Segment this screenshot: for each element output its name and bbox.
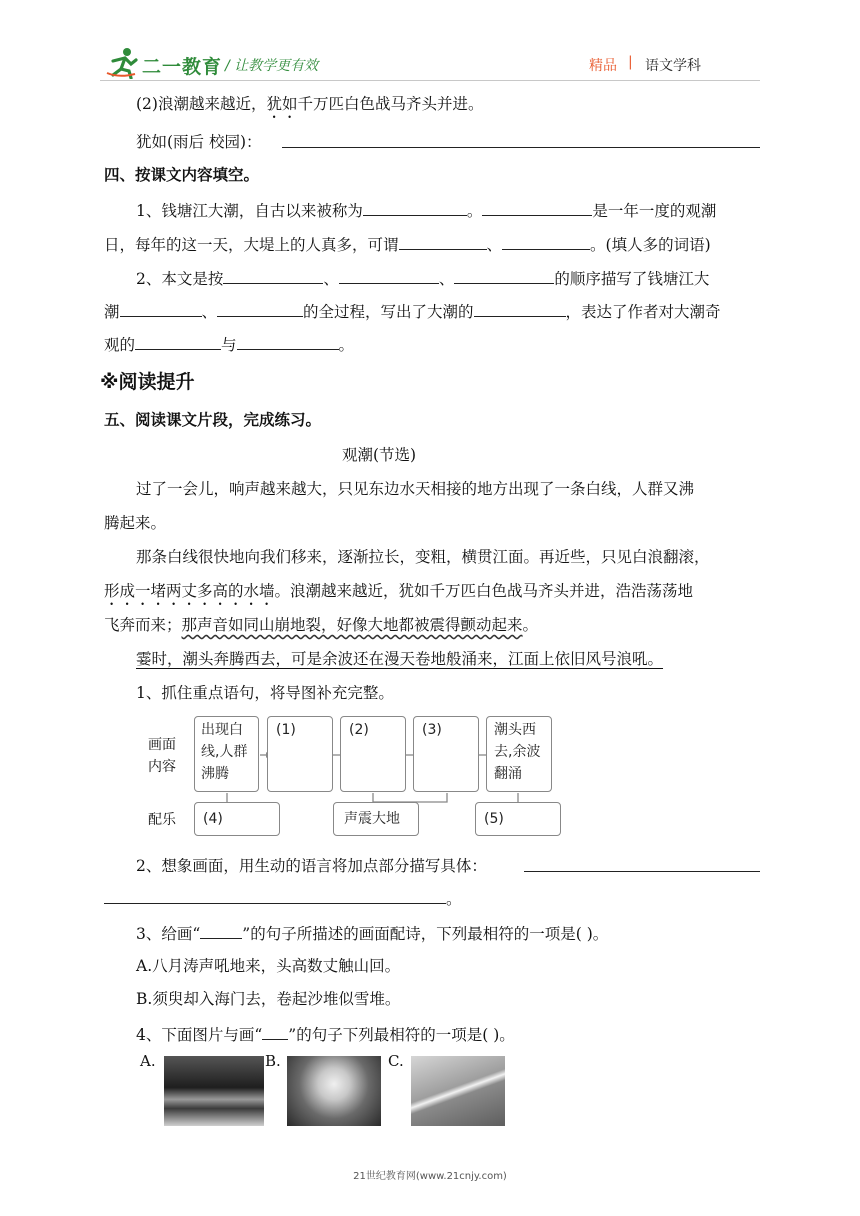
diagram-box-8-label: (5) [484,811,504,827]
q3-text-b: ”的句子所描述的画面配诗，下列最相符的一项是( )。 [242,925,609,943]
q3-line [136,921,608,945]
s4-q2-text-j: 与 [221,336,237,354]
quality-badge: 精品 [589,58,617,74]
diagram-box-5-l2: 去,余波 [494,744,541,760]
s4-q2-text-e: 潮 [104,303,120,321]
q1-text: 1、抓住重点语句，将导图补充完整。 [136,684,394,702]
diagram-box-7-label: 声震大地 [344,811,400,827]
diagram-box-5 [486,716,552,792]
s4-q2-text-g: 的全过程，写出了大潮的 [303,303,474,321]
q4-line [136,1022,515,1046]
diagram-box-1 [194,716,259,792]
reading-title-text: ※阅读提升 [100,371,195,393]
passage-p1-l2: 腾起来。 [104,514,167,532]
q2-answer-blank-2[interactable] [104,903,446,904]
s4-q2-text-d: 的顺序描写了钱塘江大 [554,270,710,288]
q4-mark-blank [262,1022,288,1040]
diagram-box-4-label: (3) [422,722,442,738]
diagram-box-1-l1: 出现白 [201,722,243,738]
image-a-storm-sky[interactable] [164,1056,264,1126]
q3-option-b[interactable]: B.须臾却入海门去，卷起沙堆似雪堆。 [136,990,401,1008]
diagram-box-6-label: (4) [203,811,223,827]
passage-p2-l3-a: 飞奔而来； [104,616,182,634]
diagram-label-content-b: 内容 [148,759,176,775]
logo-text: 二一教育 [142,56,223,78]
q3-option-a[interactable]: A.八月涛声吼地来，头高数丈触山回。 [136,957,401,975]
q4-text-a: 4、下面图片与画“ [136,1026,263,1044]
section4-heading: 四、按课文内容填空。 [104,166,260,184]
q2-text: 2、想象画面，用生动的语言将加点部分描写具体： [136,857,487,875]
subject-label: 语文学科 [645,58,701,74]
diagram-box-4[interactable] [413,716,479,792]
s4-q1-text-f: 。(填人多的词语) [590,236,711,254]
passage-dotted-phrase: 形成一堵两丈多高的水墙 [104,582,275,600]
diagram-box-2[interactable] [267,716,333,792]
passage-p2-l2-rest: 。浪潮越来越近，犹如千万匹白色战马齐头并进，浩浩荡荡地 [274,582,694,600]
image-label-c[interactable]: C. [388,1052,404,1070]
header-divider: | [628,54,633,70]
footer-text: 21世纪教育网(www.21cnjy.com) [353,1171,507,1182]
s4-q2-text-i: 观的 [104,336,136,354]
passage-underlined-sentence: 霎时，潮头奔腾西去，可是余波还在漫天卷地般涌来，江面上依旧风号浪吼。 [136,650,664,668]
diagram-box-1-l3: 沸腾 [201,766,229,782]
reading-heading: 五、阅读课文片段，完成练习。 [104,411,322,429]
diagram-label-music: 配乐 [148,812,176,828]
passage-wavy-sentence: 那声音如同山崩地裂，好像大地都被震得颤动起来 [181,616,523,634]
item2-dotted-word: 犹如 [266,95,298,113]
item2-num: (2) [136,95,158,113]
s4-q1-text-a: 1、钱塘江大潮，自古以来被称为 [136,202,363,220]
item2-text-a: 浪潮越来越近， [157,95,267,113]
slogan: / 让教学更有效 [225,58,319,74]
diagram-box-5-l1: 潮头西 [494,722,536,738]
s4-q1-text-b: 。 [466,202,483,220]
s4-q2-text-b: 、 [323,270,339,288]
q3-text-a: 3、给画“ [136,925,201,943]
s4-q1-text-c: 是一年一度的观潮 [592,202,717,220]
passage-p2-l1: 那条白线很快地向我们移来，逐渐拉长，变粗，横贯江面。再近些，只见白浪翻滚， [136,548,710,566]
diagram-label-content-a: 画面 [148,737,176,753]
q4-text-b: ”的句子下列最相符的一项是( )。 [288,1026,515,1044]
q3-mark-blank [200,921,242,939]
s4-q2-text-h: ，表达了作者对大潮奇 [565,303,721,321]
youru-prompt: 犹如(雨后 校园)： [136,133,262,151]
passage-p2-l3-b: 。 [522,616,539,634]
diagram-box-1-l2: 线,人群 [201,744,248,760]
diagram-box-6[interactable] [194,802,280,836]
s4-q2-text-a: 2、本文是按 [136,270,224,288]
item2-text-b: 千万匹白色战马齐头并进。 [297,95,484,113]
image-label-b[interactable]: B. [265,1052,281,1070]
image-label-a[interactable]: A. [140,1052,156,1070]
diagram-box-8[interactable] [475,802,561,836]
diagram-box-3[interactable] [340,716,406,792]
q2-answer-blank-1[interactable] [524,871,760,872]
image-c-white-line[interactable] [411,1056,505,1126]
s4-q2-text-c: 、 [438,270,455,288]
image-b-wave-wall[interactable] [287,1056,381,1126]
diagram-box-3-label: (2) [349,722,369,738]
diagram-box-7 [333,802,419,836]
s4-q2-text-f: 、 [201,303,218,321]
q2-end: 。 [446,890,462,908]
diagram-box-2-label: (1) [276,722,296,738]
s4-q1-text-d: 日，每年的这一天，大堤上的人真多，可谓 [104,236,399,254]
s4-q1-text-e: 、 [486,236,503,254]
s4-q2-text-k: 。 [338,336,355,354]
diagram-box-5-l3: 翻涌 [494,766,522,782]
passage-title: 观潮(节选) [342,446,417,464]
passage-p1-l1: 过了一会儿，响声越来越大，只见东边水天相接的地方出现了一条白线，人群又沸 [136,480,695,498]
